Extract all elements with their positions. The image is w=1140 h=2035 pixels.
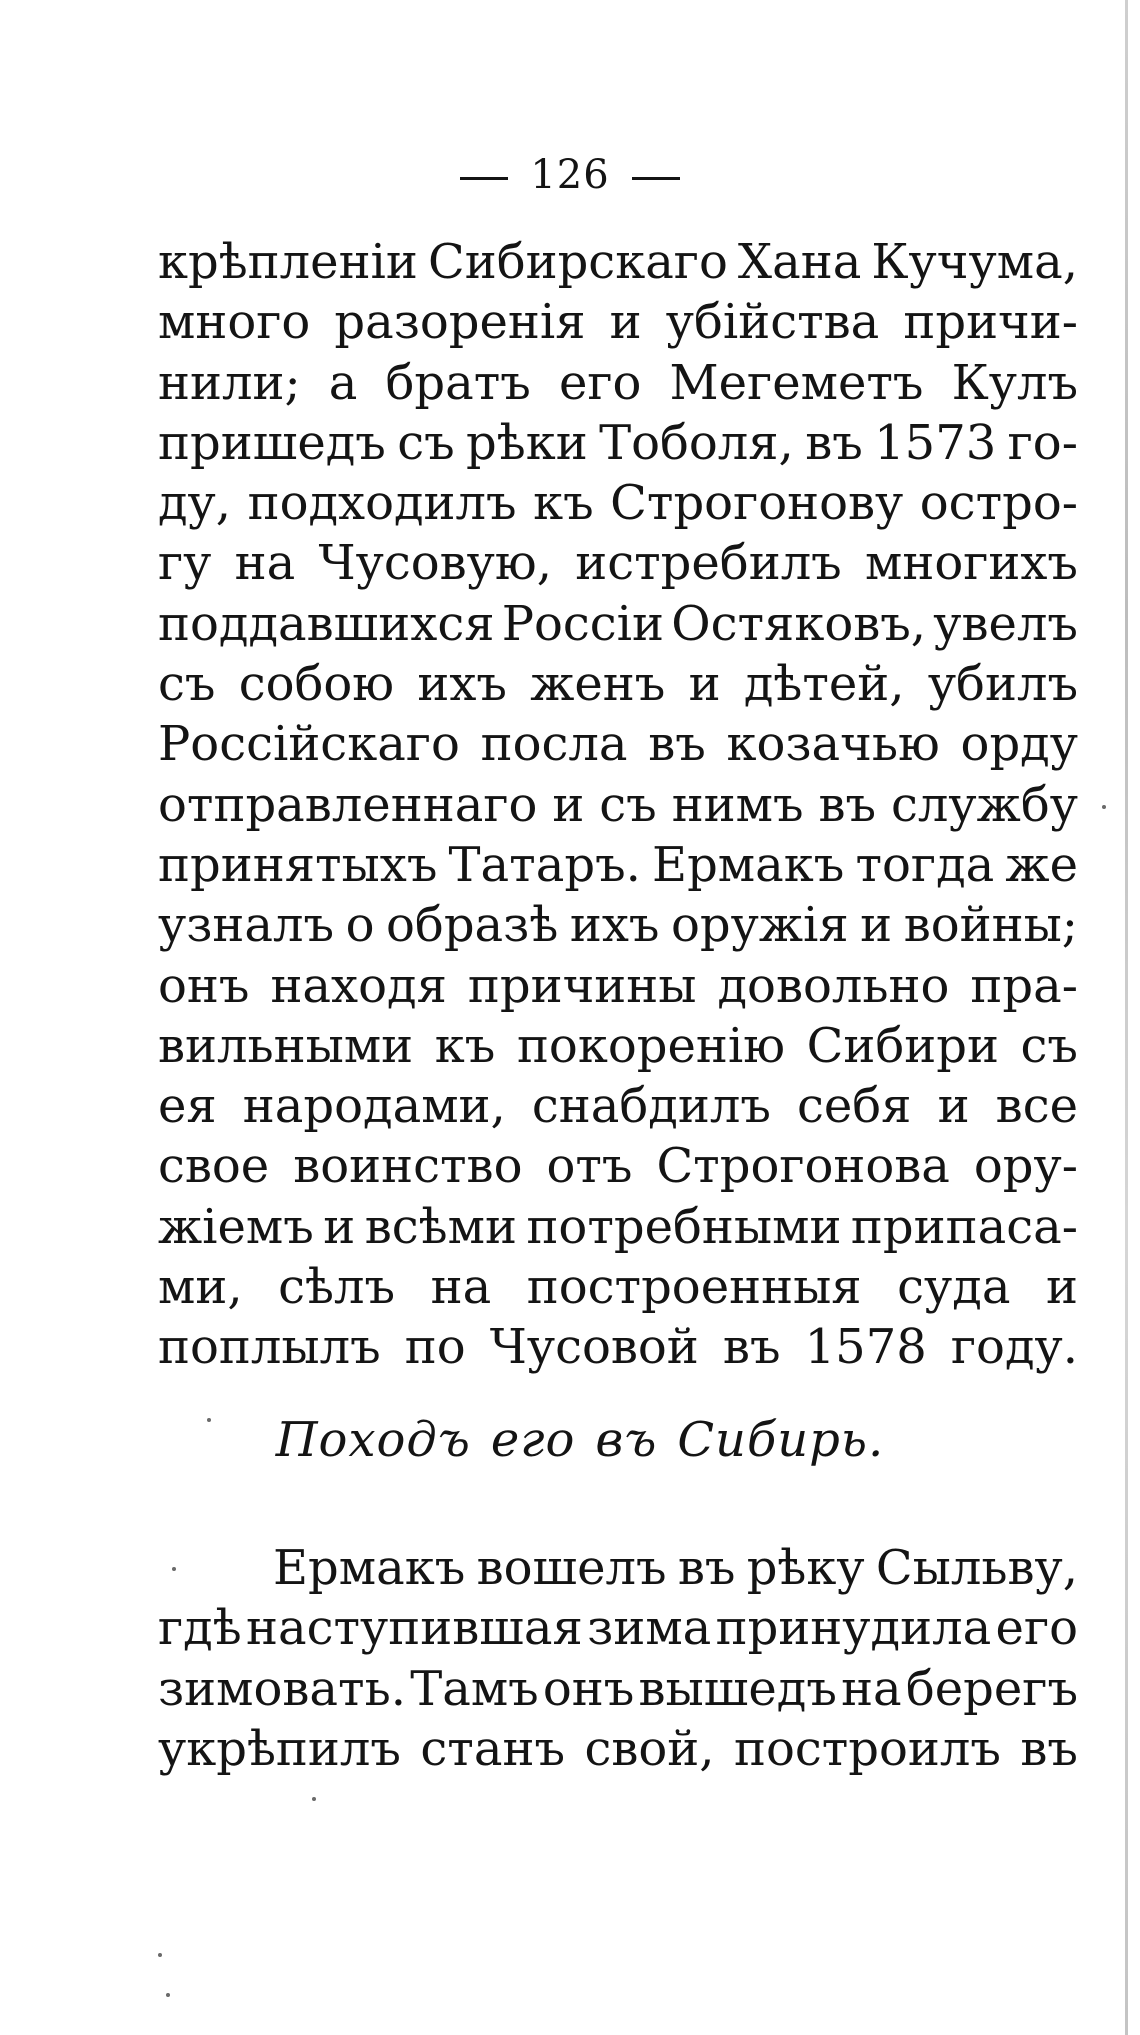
word: отправленнаго — [158, 776, 538, 833]
word: къ — [533, 475, 594, 532]
text-line — [158, 1659, 1078, 1719]
word: причи- — [903, 294, 1078, 351]
word: берегъ — [905, 1660, 1078, 1717]
word: онъ — [542, 1660, 635, 1717]
word: припаса- — [850, 1198, 1078, 1255]
text-line — [158, 1076, 1078, 1136]
word: Сибири — [806, 1017, 999, 1074]
text-line — [158, 473, 1078, 533]
text-line — [158, 1197, 1078, 1257]
word: зима — [587, 1600, 712, 1657]
word: крѣпленіи — [158, 234, 418, 290]
word: и — [552, 776, 585, 833]
word: 1573 — [874, 414, 997, 471]
word: собою — [238, 656, 395, 713]
word: нили; — [158, 354, 301, 411]
paragraph-2 — [158, 1538, 1078, 1779]
word: его — [995, 1600, 1078, 1657]
word: снабдилъ — [531, 1078, 771, 1135]
word: вильными — [158, 1017, 414, 1074]
word: и — [1046, 1259, 1078, 1316]
text-line — [158, 956, 1078, 1016]
word: по — [404, 1319, 466, 1376]
word: вошелъ — [476, 1540, 667, 1596]
scan-speck — [1102, 805, 1106, 809]
word: ду, — [158, 475, 232, 532]
word: свой, — [584, 1720, 715, 1777]
word: въ — [677, 1540, 736, 1596]
word: наступившая — [245, 1600, 583, 1657]
word: довольно — [717, 957, 950, 1014]
text-line — [158, 775, 1078, 835]
word: на — [430, 1259, 492, 1316]
word: убійства — [665, 294, 880, 351]
word: его — [558, 354, 642, 411]
word: въ — [1020, 1720, 1078, 1777]
word: козачью — [726, 716, 940, 773]
word: пра- — [970, 957, 1078, 1014]
word: братъ — [385, 354, 531, 411]
text-line — [158, 594, 1078, 654]
word: ея — [158, 1078, 217, 1135]
header-dash-left — [460, 177, 508, 180]
text-line — [158, 413, 1078, 473]
word: въ — [818, 776, 877, 833]
word: находя — [270, 957, 447, 1014]
word: Строгонова — [656, 1138, 950, 1195]
word: съ — [397, 414, 455, 471]
word: оружія — [670, 897, 849, 954]
word: пришедъ — [158, 414, 386, 471]
text-line — [158, 232, 1078, 292]
scan-speck — [166, 1993, 170, 1997]
text-line — [158, 353, 1078, 413]
word: истребилъ — [575, 535, 842, 592]
word: подходилъ — [247, 475, 517, 532]
word: суда — [897, 1259, 1011, 1316]
word: принятыхъ — [158, 836, 438, 893]
word: же — [1005, 836, 1078, 893]
word: а — [328, 354, 358, 411]
scan-speck — [312, 1797, 316, 1801]
word: съ — [1020, 1017, 1078, 1074]
word: дѣтей, — [743, 656, 905, 713]
word: службу — [891, 776, 1078, 833]
word: орду — [960, 716, 1078, 773]
word: посла — [480, 716, 628, 773]
word: и — [323, 1198, 356, 1255]
word: Татаръ. — [448, 836, 641, 893]
word: на — [234, 535, 296, 592]
word: въ — [648, 716, 706, 773]
word: Ермакъ — [273, 1540, 466, 1596]
word: станъ — [420, 1720, 565, 1777]
word: всѣми — [364, 1198, 517, 1255]
word: убилъ — [927, 656, 1078, 713]
page-edge-shadow — [1125, 0, 1128, 2035]
word: Россіи — [501, 595, 665, 652]
heading-word: его — [490, 1412, 576, 1468]
word: го- — [1007, 414, 1078, 471]
header-dash-right — [632, 177, 680, 180]
scan-speck — [172, 1567, 176, 1571]
heading-word: Сибирь. — [677, 1412, 885, 1468]
text-line — [158, 1598, 1078, 1658]
word: и — [688, 656, 721, 713]
text-line — [158, 1538, 1078, 1598]
word: Кучума, — [871, 234, 1078, 290]
word: Мегеметъ — [669, 354, 924, 411]
word: съ — [599, 776, 657, 833]
word: сѣлъ — [278, 1259, 396, 1316]
word: и — [609, 294, 642, 351]
text-line — [158, 714, 1078, 774]
word: увелъ — [933, 595, 1078, 652]
heading-word: Походъ — [275, 1412, 471, 1468]
word: жіемъ — [158, 1198, 314, 1255]
word: Чусовой — [489, 1319, 699, 1376]
heading-word: въ — [595, 1412, 658, 1468]
word: Чусовую, — [318, 535, 552, 592]
text-line — [158, 654, 1078, 714]
word: въ — [722, 1319, 781, 1376]
page-number: 126 — [530, 152, 610, 198]
page-header — [0, 152, 1140, 198]
word: нимъ — [671, 776, 804, 833]
text-line — [158, 1317, 1078, 1377]
word: женъ — [530, 656, 666, 713]
scan-speck — [158, 1953, 162, 1957]
word: ору- — [973, 1138, 1078, 1195]
word: себя — [796, 1078, 912, 1135]
word: съ — [158, 656, 216, 713]
word: зимовать. — [158, 1660, 406, 1717]
word: свое — [158, 1138, 270, 1195]
word: Тоболя, — [599, 414, 794, 471]
word: много — [158, 294, 311, 351]
text-line — [158, 292, 1078, 352]
word: образѣ — [386, 897, 559, 954]
paragraph-1 — [158, 232, 1078, 1378]
word: построенныя — [526, 1259, 862, 1316]
text-line — [158, 895, 1078, 955]
word: воинство — [293, 1138, 523, 1195]
text-line — [158, 835, 1078, 895]
word: 1578 — [804, 1319, 927, 1376]
word: Сибирскаго — [427, 234, 728, 290]
word: поддавшихся — [158, 595, 495, 652]
word: отъ — [546, 1138, 633, 1195]
word: Хана — [737, 234, 862, 290]
word: многихъ — [864, 535, 1078, 592]
word: онъ — [158, 957, 250, 1014]
word: ихъ — [417, 656, 507, 713]
word: Сыльву, — [875, 1540, 1078, 1596]
scan-speck — [207, 1418, 211, 1422]
word: потребными — [526, 1198, 842, 1255]
word: Россійскаго — [158, 716, 460, 773]
word: тогда — [855, 836, 995, 893]
word: поплылъ — [158, 1319, 381, 1376]
word: Тамъ — [410, 1660, 539, 1717]
word: Строгонову — [610, 475, 904, 532]
word: укрѣпилъ — [158, 1720, 401, 1777]
word: гдѣ — [158, 1600, 242, 1657]
text-line — [158, 1136, 1078, 1196]
word: рѣку — [746, 1540, 865, 1596]
word: принудила — [715, 1600, 992, 1657]
word: узналъ — [158, 897, 335, 954]
word: причины — [467, 957, 697, 1014]
word: построилъ — [733, 1720, 1001, 1777]
word: гу — [158, 535, 212, 592]
word: Ермакъ — [652, 836, 845, 893]
text-line — [158, 1016, 1078, 1076]
word: остро- — [919, 475, 1078, 532]
section-heading — [0, 1412, 1140, 1468]
word: рѣки — [466, 414, 588, 471]
word: на — [841, 1660, 902, 1717]
word: и — [937, 1078, 970, 1135]
word: году. — [950, 1319, 1078, 1376]
word: и — [860, 897, 893, 954]
word: въ — [805, 414, 863, 471]
word: Остяковъ, — [671, 595, 927, 652]
word: войны; — [903, 897, 1078, 954]
word: все — [995, 1078, 1078, 1135]
word: вышедъ — [638, 1660, 837, 1717]
word: народами, — [242, 1078, 506, 1135]
word: къ — [434, 1017, 496, 1074]
text-line — [158, 1257, 1078, 1317]
word: разоренія — [334, 294, 586, 351]
text-line — [158, 1719, 1078, 1779]
word: о — [345, 897, 375, 954]
word: Кулъ — [951, 354, 1078, 411]
word: покоренію — [516, 1017, 785, 1074]
text-line — [158, 533, 1078, 593]
word: ми, — [158, 1259, 243, 1316]
word: ихъ — [569, 897, 660, 954]
